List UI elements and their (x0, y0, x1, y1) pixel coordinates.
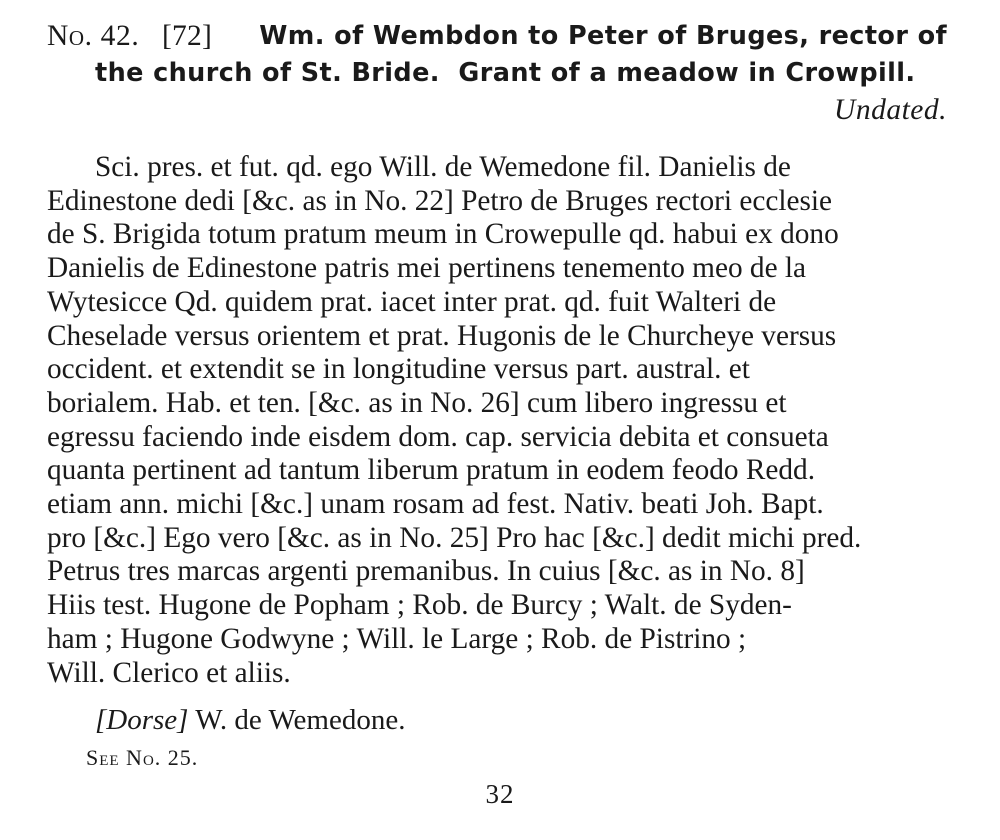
entry-number: No. 42. (47, 20, 140, 52)
entry-number-group (47, 18, 212, 55)
text-line: pro [&c.] Ego vero [&c. as in No. 25] Pro hac [&c.] dedit michi pred. (47, 521, 862, 554)
text-line: Petrus tres marcas argenti premanibus. In cuius [&c. as in No. 8] (47, 555, 805, 588)
charter-text (47, 151, 947, 690)
heading-line-1 (47, 18, 947, 55)
text-line: Hiis test. Hugone de Popham ; Rob. de Burcy ; Walt. de Syden- (47, 589, 792, 622)
text-line: Will. Clerico et aliis. (47, 656, 291, 689)
text-line: Wytesicce Qd. quidem prat. iacet inter prat. qd. fuit Walteri de (47, 285, 777, 318)
text-line: borialem. Hab. et ten. [&c. as in No. 26] cum libero ingressu et (47, 386, 787, 419)
text-line: ham ; Hugone Godwyne ; Will. le Large ; Rob. de Pistrino ; (47, 622, 747, 655)
entry-reference: [72] (162, 20, 212, 52)
text-line: Cheselade versus orientem et prat. Hugonis de le Churcheye versus (47, 319, 837, 352)
entry-date: Undated. (834, 94, 947, 126)
dorse-label: [Dorse] (95, 704, 189, 736)
entry-heading (47, 18, 947, 129)
text-line: occident. et extendit se in longitudine versus part. austral. et (47, 353, 750, 386)
page-number: 32 (485, 779, 515, 809)
dorse-note (95, 702, 405, 738)
text-line: Sci. pres. et fut. qd. ego Will. de Wemedone fil. Danielis de (95, 151, 791, 183)
text-line: Edinestone dedi [&c. as in No. 22] Petro de Bruges rectori ecclesie (47, 184, 833, 217)
entry-title-line-2: the church of St. Bride. Grant of a meadow in Crowpill. (95, 58, 916, 88)
text-line: etiam ann. michi [&c.] unam rosam ad fest. Nativ. beati Joh. Bapt. (47, 488, 824, 521)
entry-title-line-1: Wm. of Wembdon to Peter of Bruges, rector of (259, 21, 947, 51)
dorse-text: W. de Wemedone. (195, 704, 406, 736)
heading-line-3 (47, 92, 947, 129)
text-line: Danielis de Edinestone patris mei pertinens tenemento meo de la (47, 252, 807, 285)
text-line: de S. Brigida totum pratum meum in Crowepulle qd. habui ex dono (47, 218, 839, 251)
cross-reference-note: See No. 25. (86, 745, 199, 770)
heading-line-2 (47, 55, 947, 92)
text-line: quanta pertinent ad tantum liberum pratum in eodem feodo Redd. (47, 454, 816, 487)
text-line: egressu faciendo inde eisdem dom. cap. servicia debita et consueta (47, 420, 829, 453)
